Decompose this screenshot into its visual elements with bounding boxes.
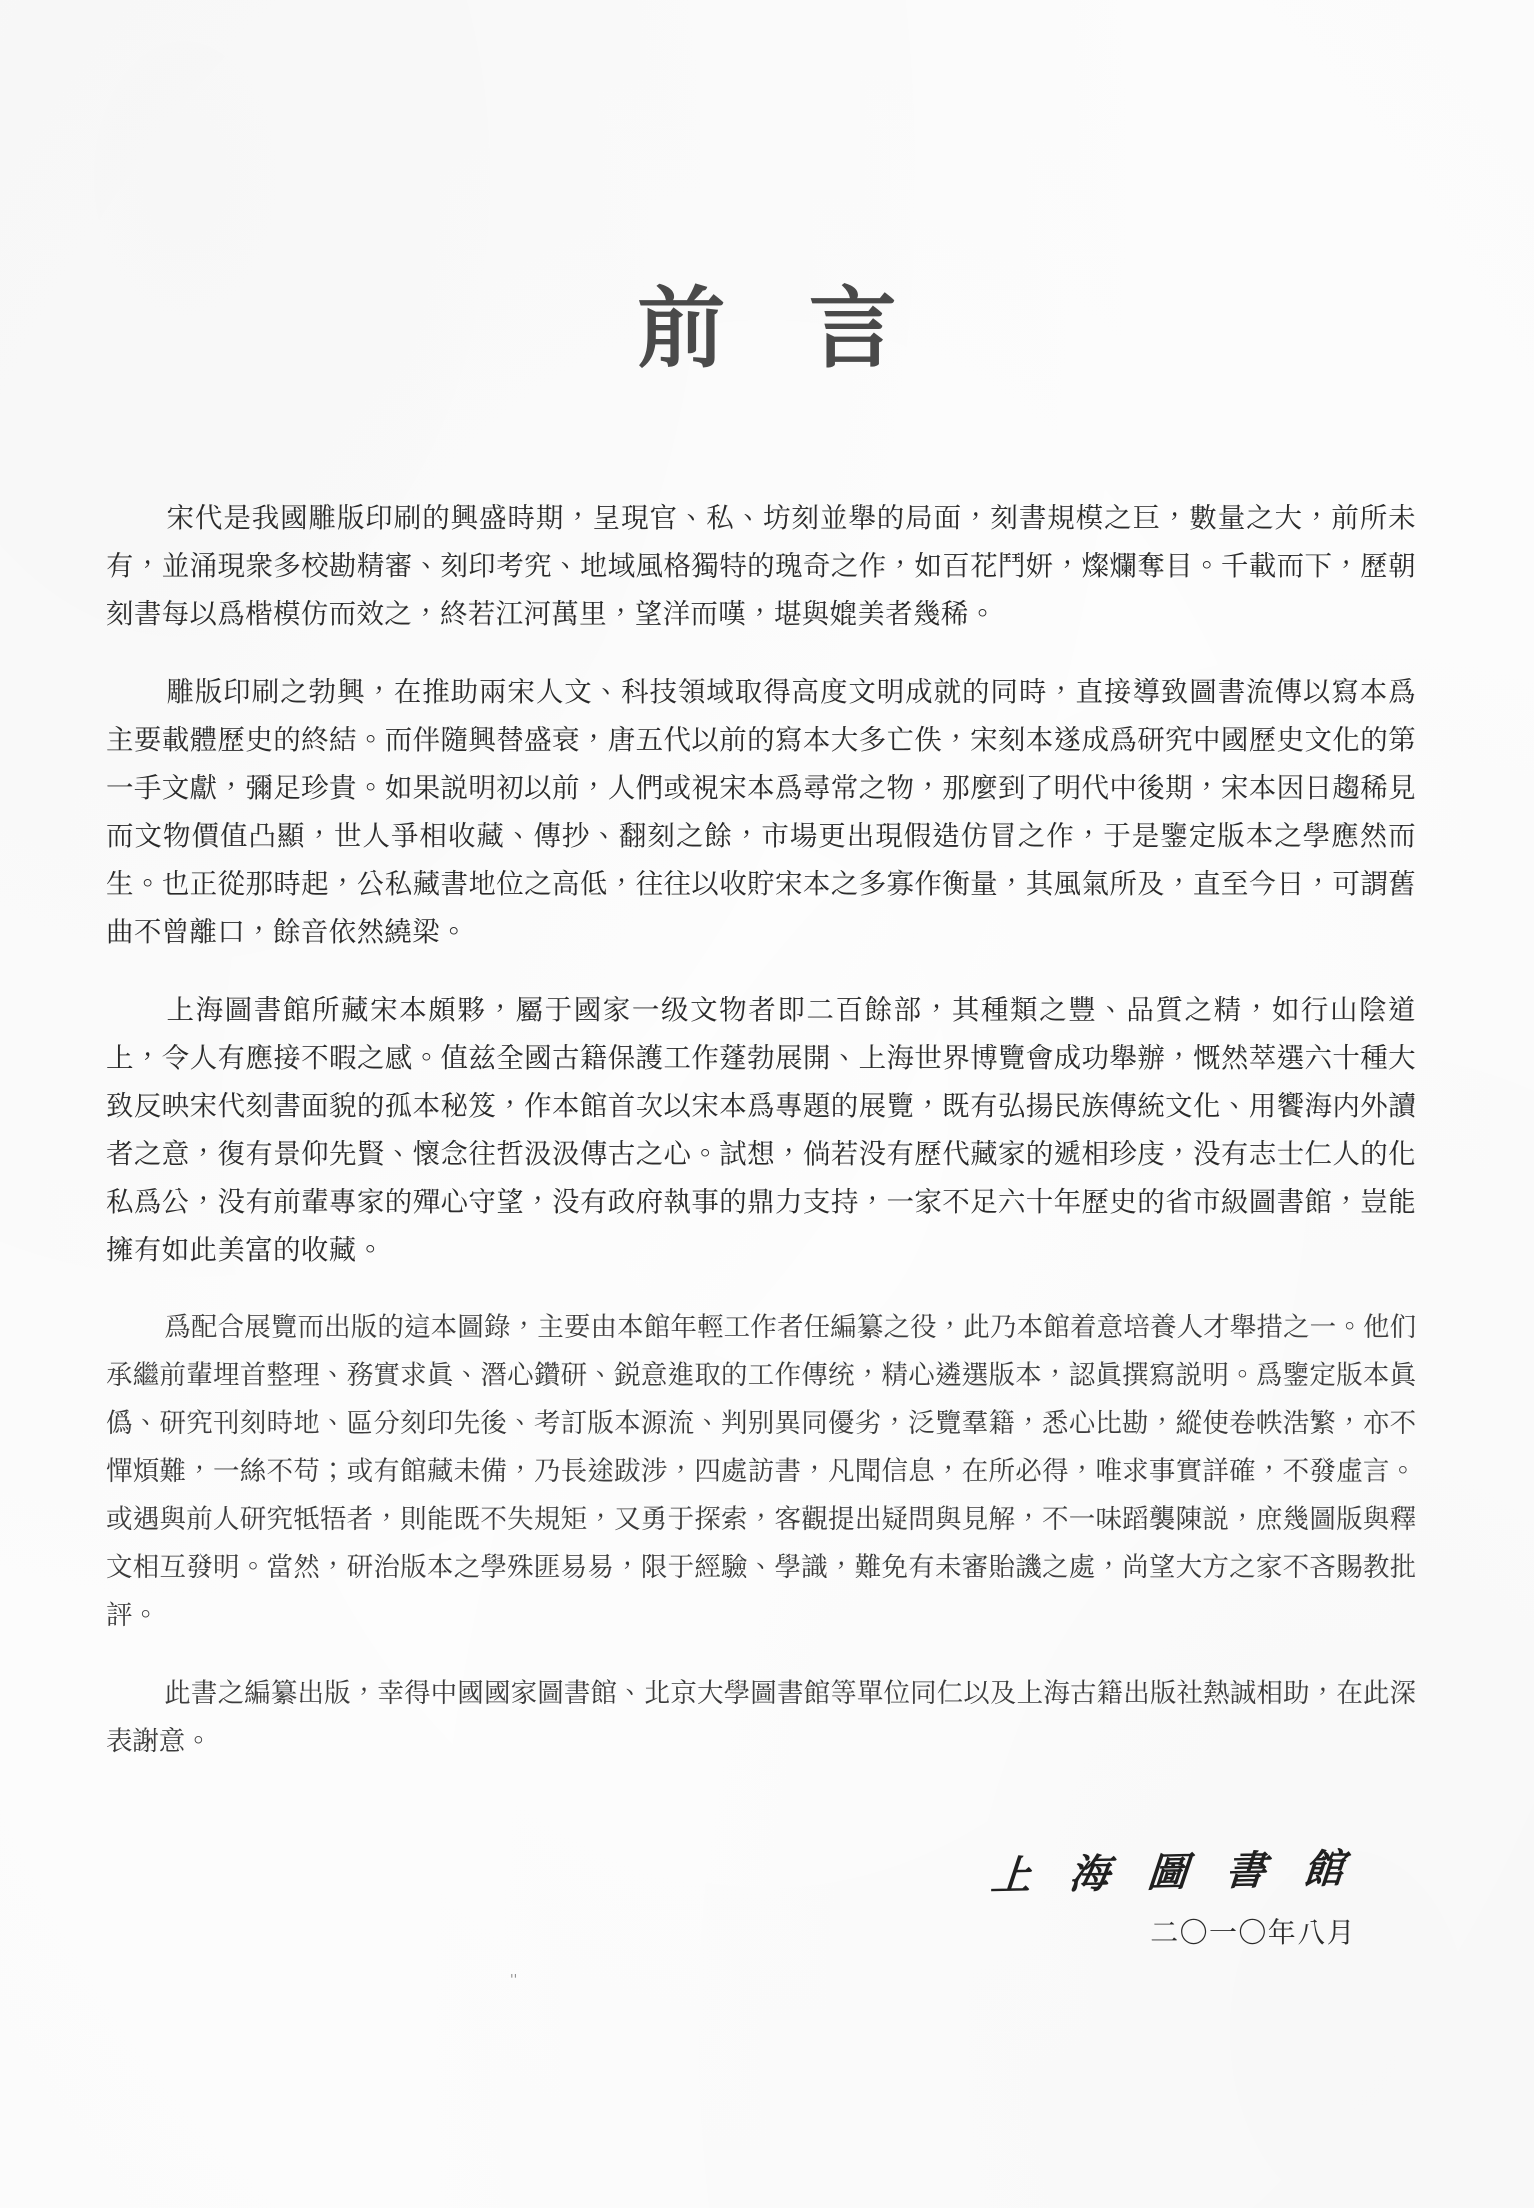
scan-artifact-mark: '' xyxy=(510,1973,518,1988)
paragraph-5: 此書之編纂出版，幸得中國國家圖書館、北京大學圖書館等單位同仁以及上海古籍出版社熱誠相助，在此深表謝意。 xyxy=(106,1678,1416,1757)
signature-block xyxy=(100,1844,1434,1950)
page-title: 前 言 xyxy=(637,276,924,380)
paragraph-2: 雕版印刷之勃興，在推助兩宋人文、科技領域取得高度文明成就的同時，直接導致圖書流傳以寫本爲主要載體歷史的終結。而伴隨興替盛衰，唐五代以前的寫本大多亡佚，宋刻本遂成爲研究中國歷史文化的第一手文獻，彌足珍貴。如果説明初以前，人們或視宋本爲尋常之物，那麼到了明代中後期，宋本因日趨稀見而文物價值凸顯，世人爭相收藏、傳抄、翻刻之餘，市場更出現假造仿冒之作，于是鑒定版本之學應然而生。也正從那時起，公私藏書地位之高低，往往以收貯宋本之多寡作衡量，其風氣所及，直至今日，可謂舊曲不曾離口，餘音依然繞梁。 xyxy=(106,676,1416,948)
paragraph-3: 上海圖書館所藏宋本頗夥，屬于國家一级文物者即二百餘部，其種類之豐、品質之精，如行山陰道上，令人有應接不暇之感。值兹全國古籍保護工作蓬勃展開、上海世界博覽會成功舉辦，慨然萃選六十種大致反映宋代刻書面貌的孤本秘笈，作本館首次以宋本爲專題的展覽，既有弘揚民族傳統文化、用饗海内外讀者之意，復有景仰先賢、懷念往哲汲汲傳古之心。試想，倘若没有歷代藏家的遞相珍庋，没有志士仁人的化私爲公，没有前輩專家的殫心守望，没有政府執事的鼎力支持，一家不足六十年歷史的省市級圖書館，豈能擁有如此美富的收藏。 xyxy=(106,994,1416,1266)
paragraph-1: 宋代是我國雕版印刷的興盛時期，呈現官、私、坊刻並舉的局面，刻書規模之巨，數量之大，前所未有，並涌現衆多校勘精審、刻印考究、地域風格獨特的瑰奇之作，如百花鬥妍，燦爛奪目。千載而下，歷朝刻書每以爲楷模仿而效之，終若江河萬里，望洋而嘆，堪與媲美者幾稀。 xyxy=(106,502,1416,630)
signature-organization: 上 海 圖 書 館 xyxy=(989,1845,1359,1900)
paragraph-4: 爲配合展覽而出版的這本圖錄，主要由本館年輕工作者任編纂之役，此乃本館着意培養人才舉措之一。他们承繼前輩埋首整理、務實求眞、潛心鑽研、鋭意進取的工作傳统，精心遴選版本，認眞撰寫説明。爲鑒定版本眞僞、研究刊刻時地、區分刻印先後、考訂版本源流、判别異同優劣，泛覽羣籍，悉心比勘，縱使卷帙浩繁，亦不憚煩難，一絲不苟；或有館藏未備，乃長途跋涉，四處訪書，凡聞信息，在所必得，唯求事實詳確，不發虛言。或遇與前人研究牴牾者，則能既不失規矩，又勇于探索，客觀提出疑問與見解，不一味蹈襲陳説，庶幾圖版與釋文相互發明。當然，研治版本之學殊匪易易，限于經驗、學識，難免有未審貽譏之處，尚望大方之家不吝賜教批評。 xyxy=(106,1312,1416,1631)
page-content xyxy=(100,0,1434,2208)
body-text xyxy=(100,494,1434,1766)
title-block xyxy=(100,222,1434,380)
signature-date: 二〇一〇年八月 xyxy=(1150,1916,1356,1949)
